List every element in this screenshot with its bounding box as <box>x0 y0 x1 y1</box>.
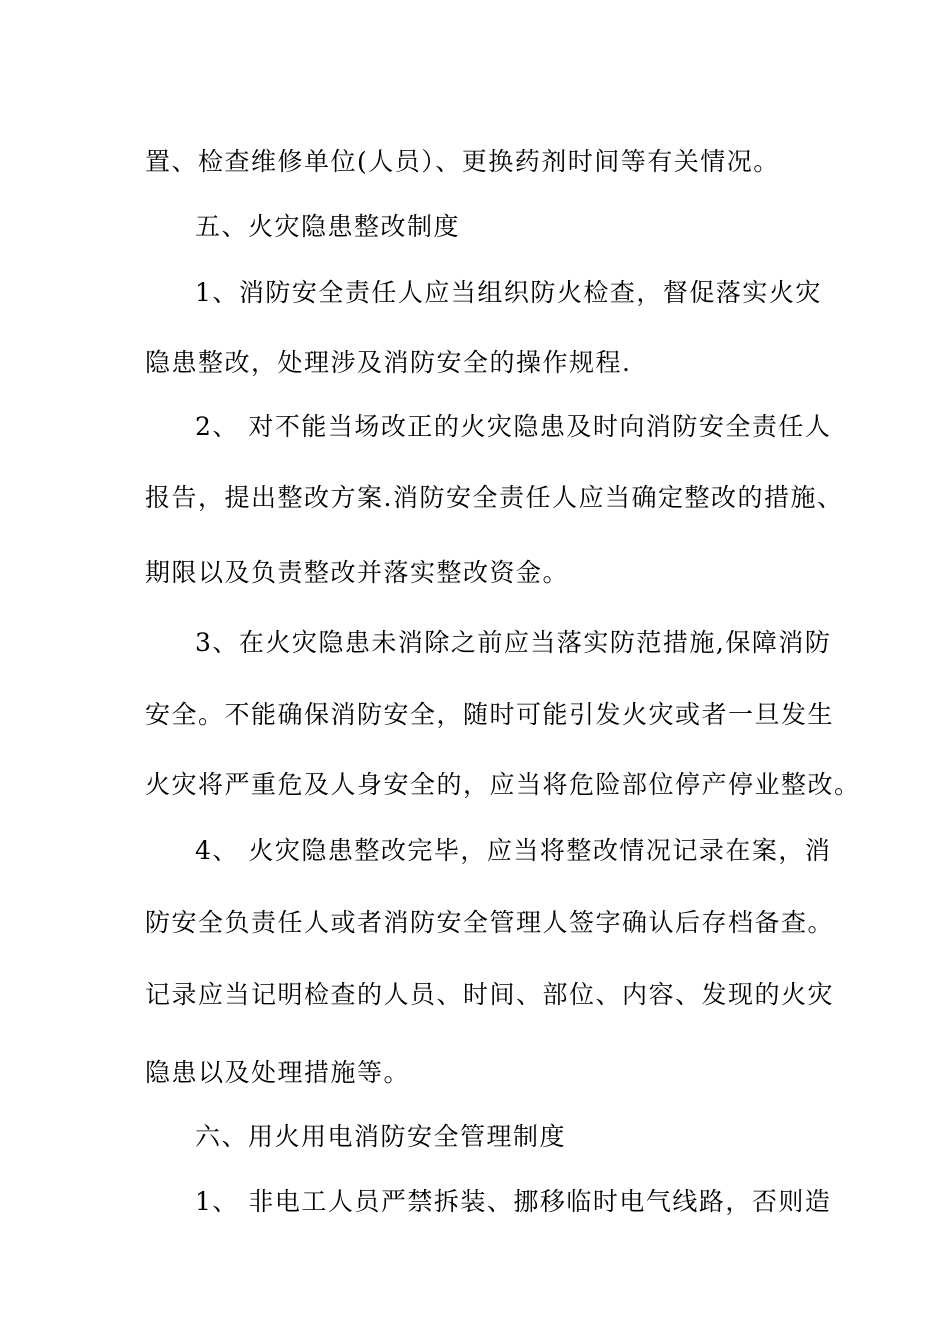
section-heading: 六、用火用电消防安全管理制度 <box>195 1122 567 1151</box>
text-line: 记录应当记明检查的人员、时间、部位、内容、发现的火灾 <box>145 980 835 1009</box>
text-line: 隐患整改，处理涉及消防安全的操作规程. <box>145 348 632 377</box>
text-line: 4、 火灾隐患整改完毕，应当将整改情况记录在案，消 <box>195 836 832 865</box>
text-line: 隐患以及处理措施等。 <box>145 1058 411 1087</box>
text-line: 报告，提出整改方案.消防安全责任人应当确定整改的措施、 <box>145 483 844 512</box>
text-line: 1、消防安全责任人应当组织防火检查，督促落实火灾 <box>195 278 822 307</box>
section-heading: 五、火灾隐患整改制度 <box>195 212 461 241</box>
text-line: 2、 对不能当场改正的火灾隐患及时向消防安全责任人 <box>195 412 832 441</box>
text-line: 安全。不能确保消防安全，随时可能引发火灾或者一旦发生 <box>145 700 835 729</box>
text-line: 置、检查维修单位(人员）、更换药剂时间等有关情况。 <box>145 147 780 176</box>
text-line: 期限以及负责整改并落实整改资金。 <box>145 558 570 587</box>
text-line: 防安全负责任人或者消防安全管理人签字确认后存档备查。 <box>145 908 835 937</box>
text-line: 3、在火灾隐患未消除之前应当落实防范措施,保障消防 <box>195 628 832 657</box>
text-line: 1、 非电工人员严禁拆装、挪移临时电气线路，否则造 <box>195 1187 832 1216</box>
text-line: 火灾将严重危及人身安全的，应当将危险部位停产停业整改。 <box>145 770 861 799</box>
